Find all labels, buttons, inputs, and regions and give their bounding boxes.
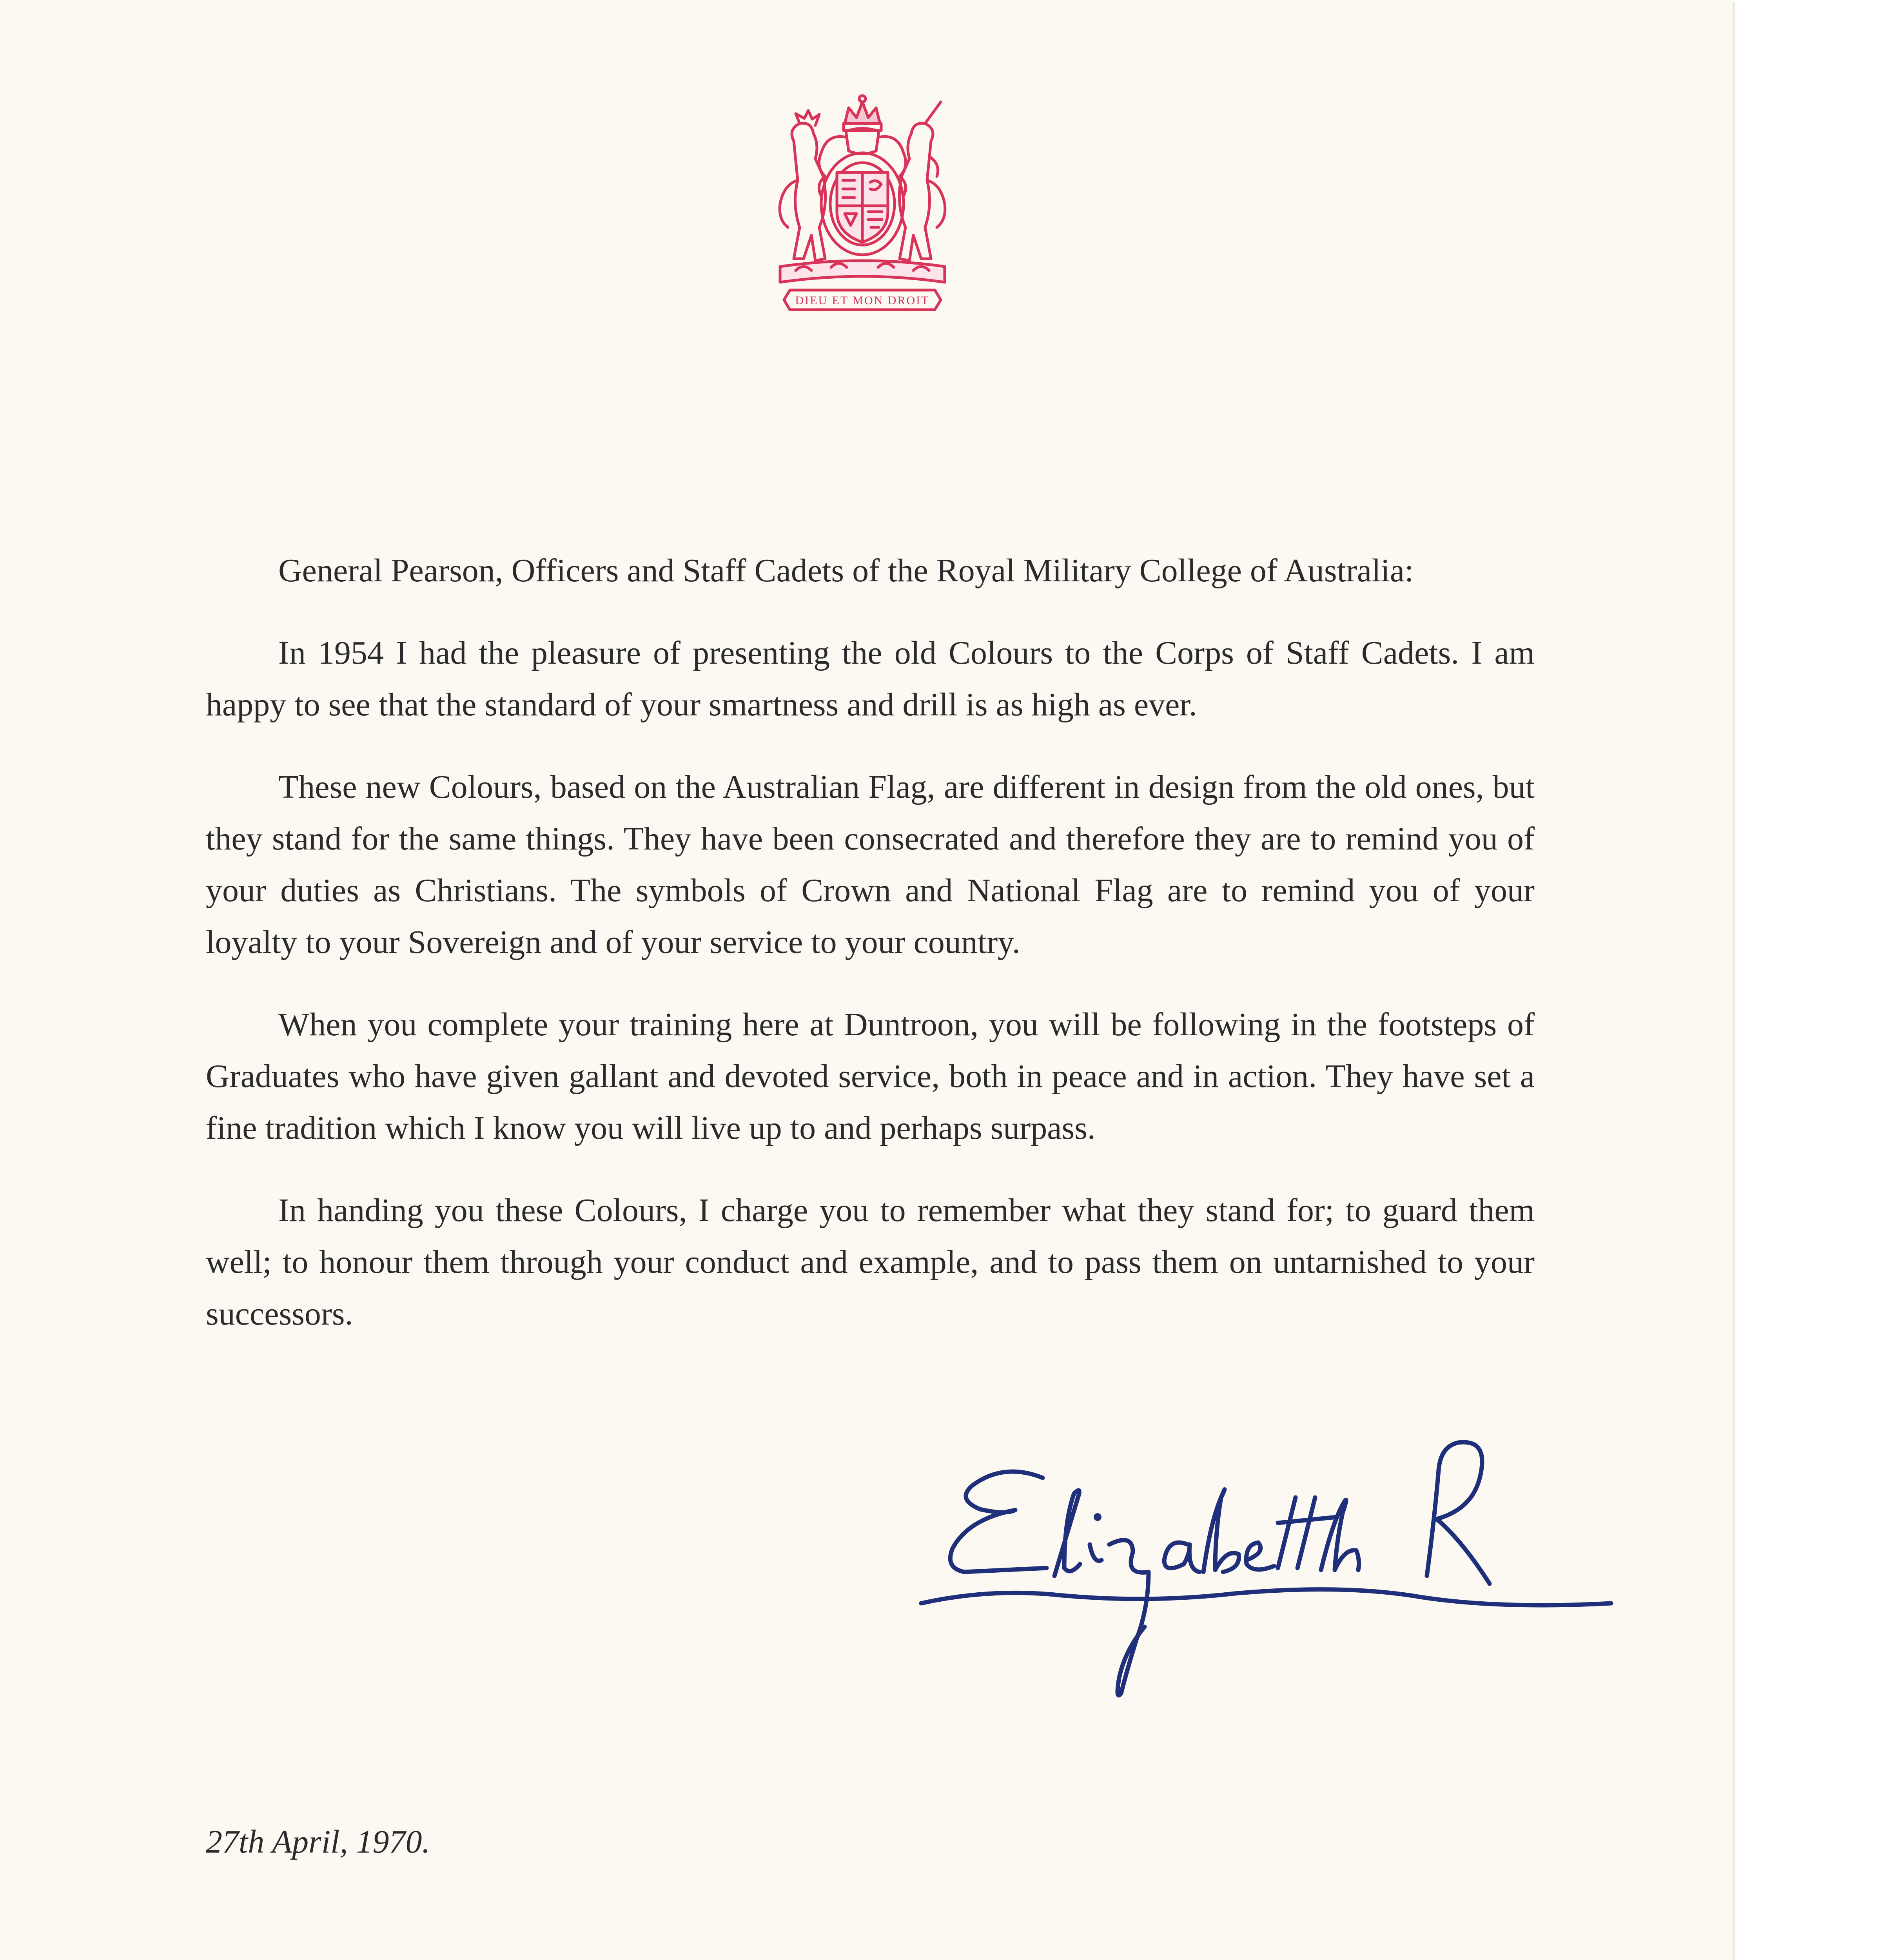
letter-paragraph: When you complete your training here at Duntroon, you will be following in the footsteps of Graduates who have given gallant and devoted service, both in peace and in action. They have set a fine tradition which I know you will live up to and perhaps surpass. [206,1006,1535,1146]
letter-paragraph: In handing you these Colours, I charge you to remember what they stand for; to guard them well; to honour them through your conduct and example, and to pass them on untarnished to your successors. [206,1192,1535,1332]
handwritten-signature [913,1419,1619,1740]
letter-body [206,545,1535,1370]
letter-paragraph: In 1954 I had the pleasure of presenting the old Colours to the Corps of Staff Cadets. I am happy to see that the standard of your smartness and drill is as high as ever. [206,635,1535,723]
crest-motto: DIEU ET MON DROIT [795,294,930,307]
letter-date: 27th April, 1970. [206,1824,430,1860]
letter-salutation: General Pearson, Officers and Staff Cadets of the Royal Military College of Australia: [278,552,1414,589]
royal-coat-of-arms-icon [757,86,968,321]
letter-paragraph: These new Colours, based on the Australian Flag, are different in design from the old ones, but they stand for the same things. They have been consecrated and therefore they are to remind you of your duties as Christians. The symbols of Crown and National Flag are to remind you of your loyalty to your Sovereign and of your service to your country. [206,769,1535,960]
